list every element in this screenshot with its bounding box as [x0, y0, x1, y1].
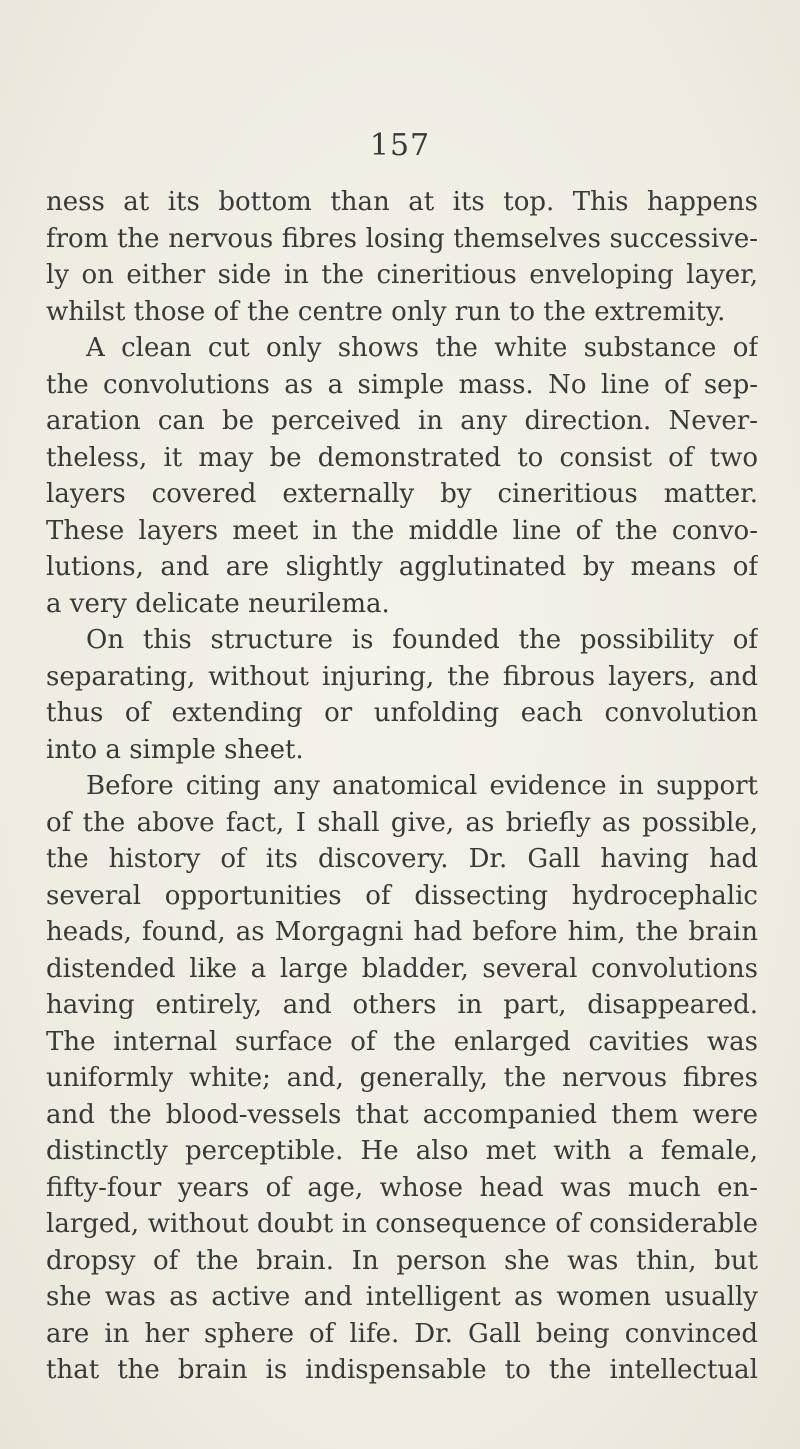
body-text: [46, 184, 758, 1389]
text-line: she was as active and intelligent as women usually: [46, 1282, 758, 1312]
text-line: On this structure is founded the possibility of: [86, 625, 758, 655]
text-line: theless, it may be demonstrated to consist of two: [46, 442, 758, 473]
text-line: layers covered externally by cineritious matter.: [46, 479, 758, 509]
text-line: the convolutions as a simple mass. No line of sep-: [46, 369, 758, 400]
text-line: of the above fact, I shall give, as briefly as possible,: [46, 807, 758, 838]
text-line: that the brain is indispensable to the intellectual: [46, 1355, 758, 1385]
text-line: having entirely, and others in part, disappeared.: [46, 990, 758, 1020]
text-line: distended like a large bladder, several convolutions: [46, 953, 758, 984]
text-line: into a simple sheet.: [46, 734, 304, 765]
text-line: from the nervous fibres losing themselves successive-: [46, 223, 758, 254]
text-line: The internal surface of the enlarged cavities was: [46, 1026, 758, 1057]
page-number: 157: [369, 128, 431, 163]
text-line: distinctly perceptible. He also met with a female,: [46, 1136, 758, 1166]
text-line: and the blood-vessels that accompanied them were: [46, 1099, 758, 1130]
text-line: These layers meet in the middle line of the convo-: [46, 515, 758, 546]
text-line: ly on either side in the cineritious enveloping layer,: [46, 260, 758, 290]
text-line: lutions, and are slightly agglutinated by means of: [46, 552, 758, 582]
text-line: fifty-four years of age, whose head was much en-: [46, 1172, 758, 1203]
text-line: uniformly white; and, generally, the nervous fibres: [46, 1063, 758, 1093]
text-line: A clean cut only shows the white substance of: [86, 333, 758, 363]
text-line: are in her sphere of life. Dr. Gall being convinced: [46, 1318, 758, 1349]
text-line: larged, without doubt in consequence of considerable: [46, 1209, 758, 1239]
text-line: dropsy of the brain. In person she was thin, but: [46, 1245, 758, 1276]
text-line: the history of its discovery. Dr. Gall having had: [46, 844, 758, 874]
text-line: several opportunities of dissecting hydrocephalic: [46, 880, 758, 911]
text-line: aration can be perceived in any direction. Never-: [46, 406, 758, 436]
text-line: Before citing any anatomical evidence in support: [86, 771, 758, 801]
text-line: thus of extending or unfolding each convolution: [46, 698, 758, 728]
text-line: separating, without injuring, the fibrous layers, and: [46, 661, 758, 692]
text-line: whilst those of the centre only run to the extremity.: [46, 296, 726, 327]
text-line: heads, found, as Morgagni had before him, the brain: [46, 917, 758, 947]
text-line: ness at its bottom than at its top. This happens: [46, 187, 758, 217]
text-line: a very delicate neurilema.: [46, 588, 390, 619]
